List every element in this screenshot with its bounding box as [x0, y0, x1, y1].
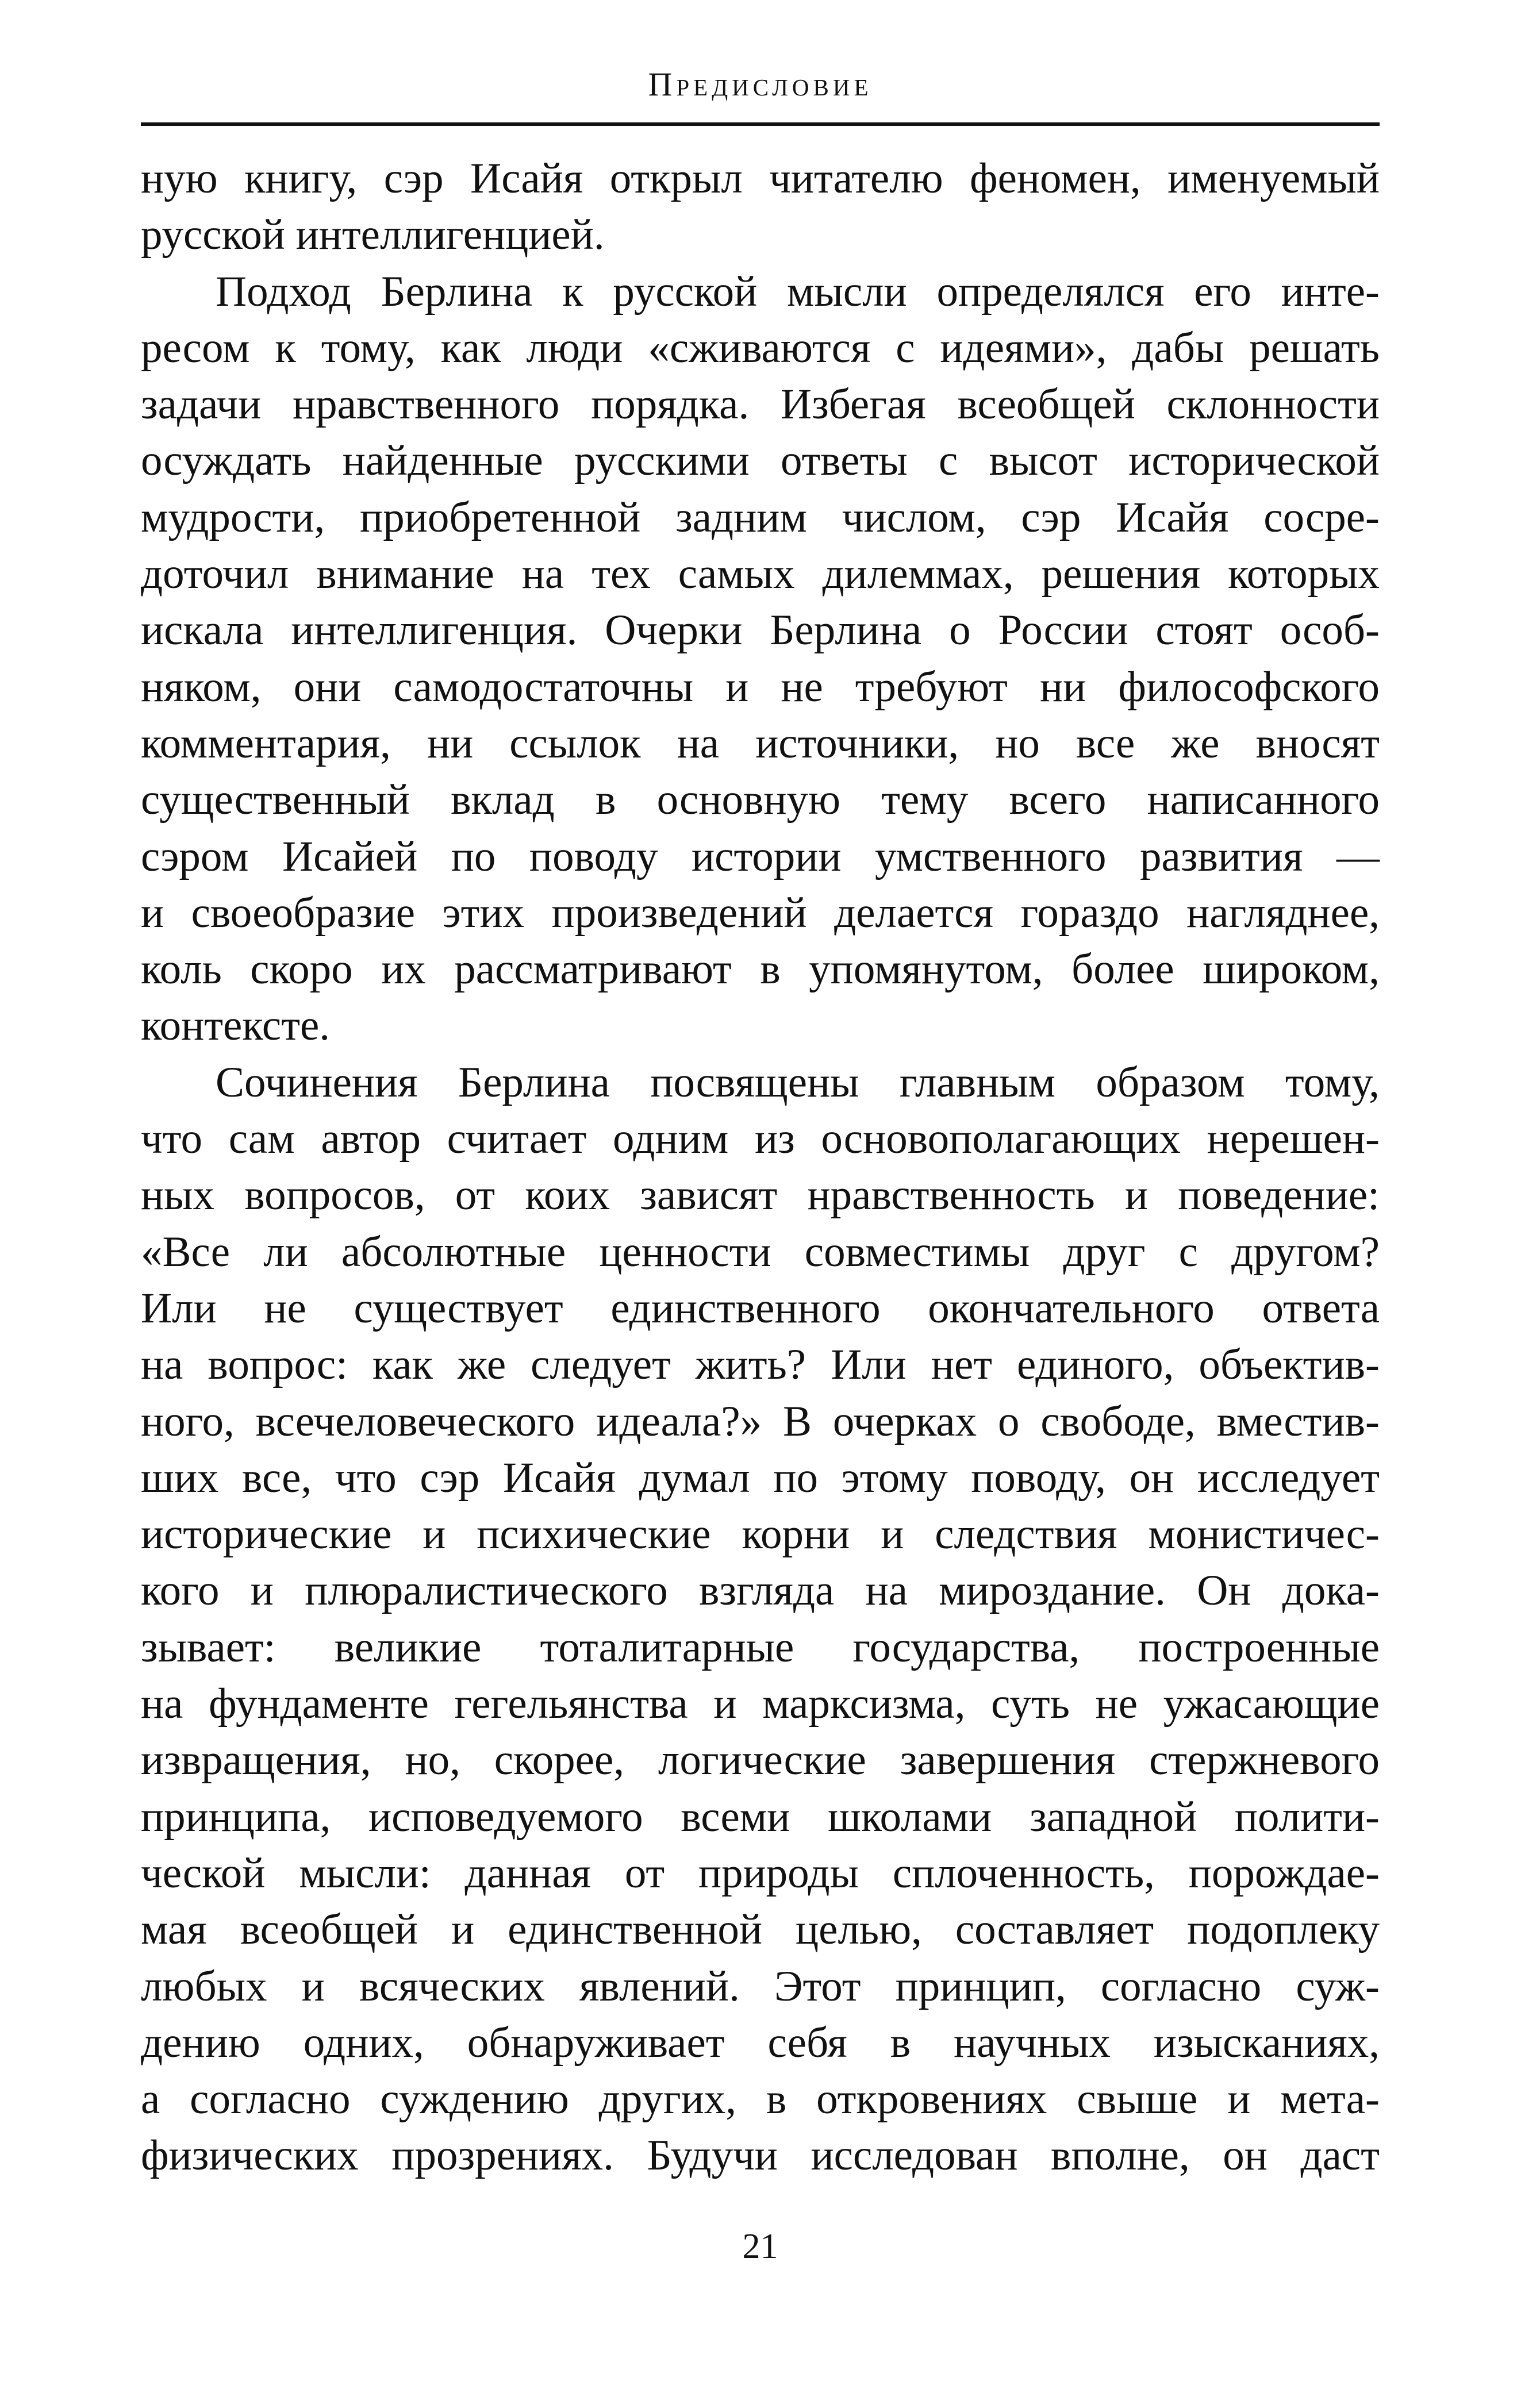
page-number: 21 [742, 2227, 778, 2266]
text-line: Сочинения Берлина посвящены главным образом тому, [216, 1058, 1380, 1106]
text-line: мая всеобщей и единственной целью, составляет подоплеку [141, 1906, 1380, 1954]
text-line: Подход Берлина к русской мысли определялся его инте- [216, 267, 1380, 316]
body-text [141, 151, 1380, 2184]
text-line: ресом к тому, как люди «сживаются с идеями», дабы решать [141, 324, 1380, 372]
text-line: русской интеллигенцией. [141, 211, 605, 259]
text-line: ных вопросов, от коих зависят нравственность и поведение: [141, 1171, 1380, 1220]
text-line: зывает: великие тоталитарные государства, построенные [141, 1623, 1380, 1671]
text-line: на фундаменте гегельянства и марксизма, суть не ужасающие [141, 1680, 1380, 1728]
text-line: комментария, ни ссылок на источники, но все же вносят [141, 719, 1380, 767]
text-line: ших все, что сэр Исайя думал по этому поводу, он исследует [141, 1453, 1380, 1502]
text-line: дению одних, обнаруживает себя в научных изысканиях, [141, 2018, 1380, 2067]
header-rule [141, 122, 1380, 126]
text-line: исторические и психические корни и следствия монистичес- [141, 1510, 1380, 1559]
text-line: Или не существует единственного окончательного ответа [141, 1284, 1380, 1332]
text-line: ного, всечеловеческого идеала?» В очерках о свободе, вместив- [141, 1397, 1380, 1445]
text-line: задачи нравственного порядка. Избегая всеобщей склонности [141, 380, 1380, 429]
text-line: коль скоро их рассматривают в упомянутом, более широком, [141, 945, 1380, 994]
text-line: ную книгу, сэр Исайя открыл читателю феномен, именуемый [141, 155, 1380, 202]
text-line: извращения, но, скорее, логические завершения стержневого [141, 1736, 1380, 1784]
text-line: «Все ли абсолютные ценности совместимы друг с другом? [141, 1228, 1380, 1276]
text-line: доточил внимание на тех самых дилеммах, решения которых [141, 550, 1380, 598]
text-line: сэром Исайей по поводу истории умственного развития — [141, 832, 1380, 880]
text-line: искала интеллигенция. Очерки Берлина о России стоят особ- [141, 606, 1380, 655]
text-line: а согласно суждению других, в откровениях свыше и мета- [141, 2075, 1380, 2124]
text-line: существенный вклад в основную тему всего написанного [141, 776, 1380, 824]
text-line: ческой мысли: данная от природы сплоченность, порождае- [141, 1849, 1380, 1897]
text-line: мудрости, приобретенной задним числом, сэр Исайя сосре- [141, 493, 1380, 541]
text-line: няком, они самодостаточны и не требуют ни философского [141, 663, 1380, 711]
text-line: кого и плюралистического взгляда на мироздание. Он дока- [141, 1567, 1380, 1615]
text-line: любых и всяческих явлений. Этот принцип, согласно суж- [141, 1962, 1380, 2010]
text-line: физических прозрениях. Будучи исследован вполне, он даст [141, 2132, 1380, 2180]
text-line: контексте. [141, 1002, 331, 1050]
running-head: Предисловие [648, 66, 873, 103]
text-line: и своеобразие этих произведений делается гораздо нагляднее, [141, 888, 1380, 937]
text-line: что сам автор считает одним из основополагающих нерешен- [141, 1115, 1380, 1163]
text-line: на вопрос: как же следует жить? Или нет единого, объектив- [141, 1341, 1380, 1389]
text-line: осуждать найденные русскими ответы с высот исторической [141, 437, 1380, 485]
text-line: принципа, исповедуемого всеми школами западной полити- [141, 1792, 1380, 1841]
